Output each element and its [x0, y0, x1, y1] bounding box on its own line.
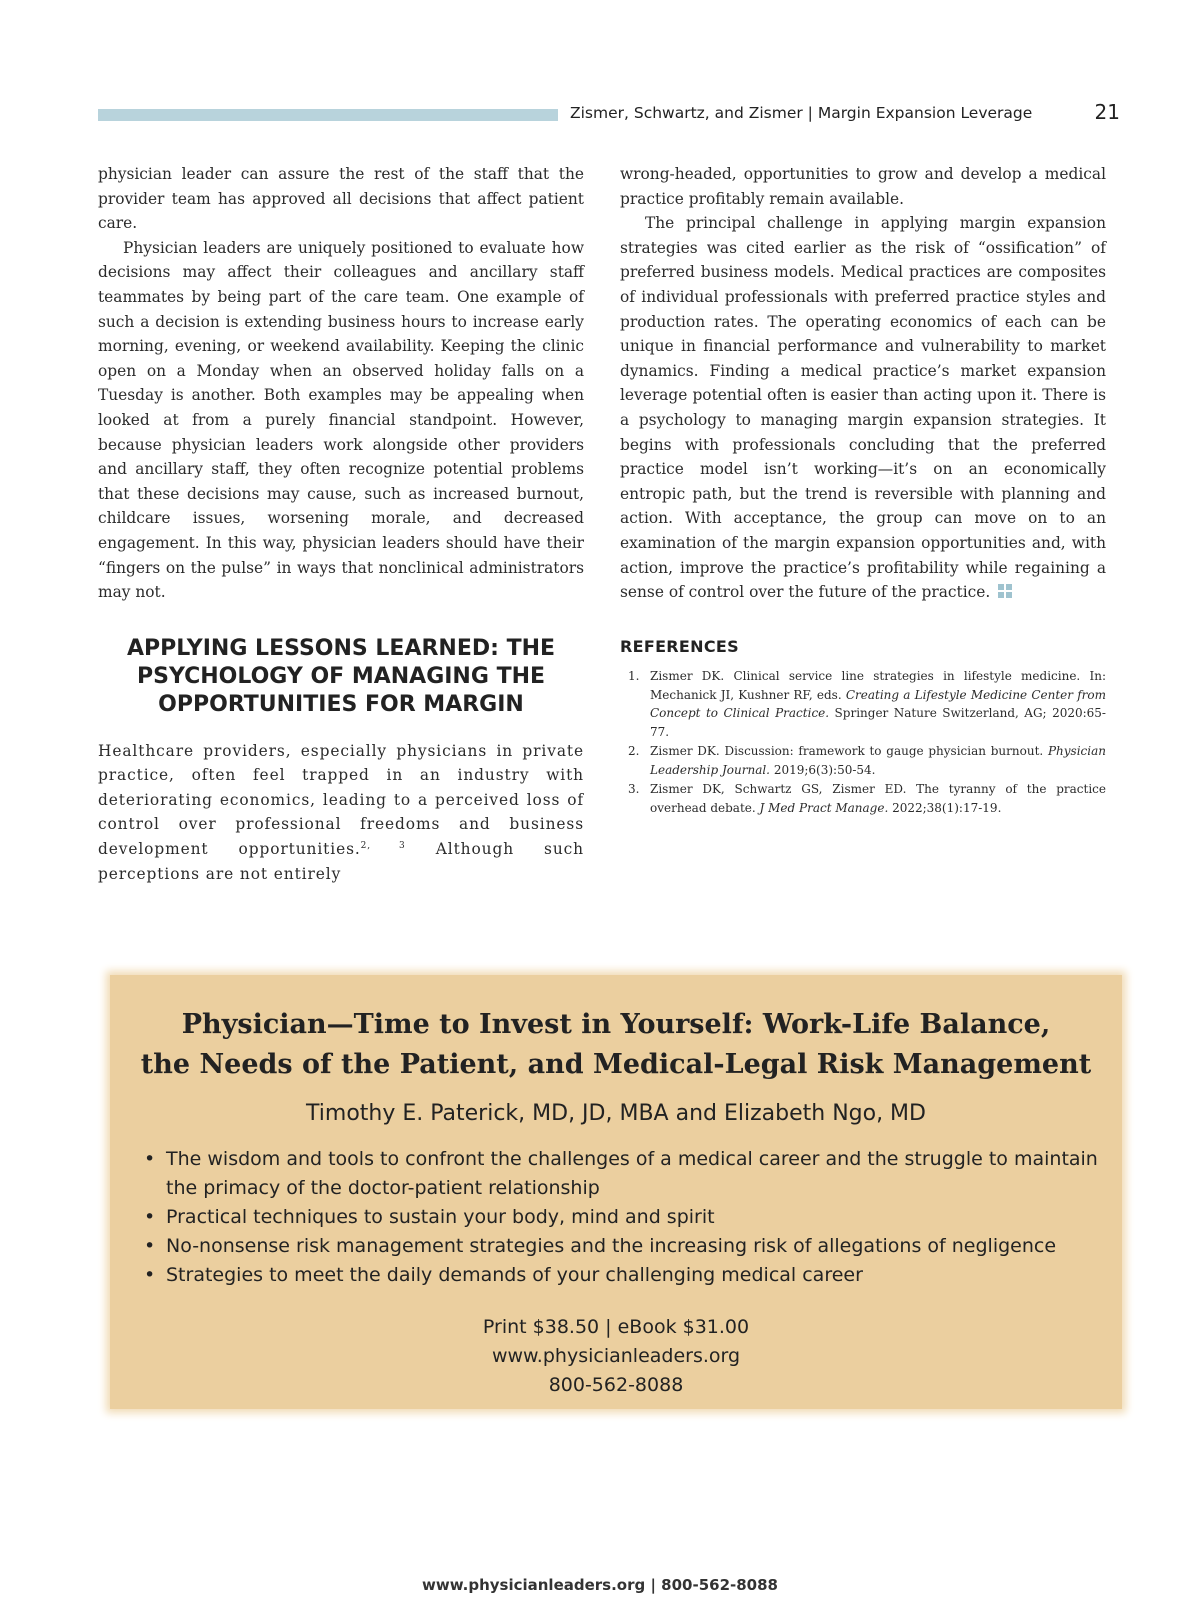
- citation-superscript: 2, 3: [360, 840, 406, 851]
- ad-bullet: [142, 1232, 1102, 1261]
- bullet-icon: •: [144, 1148, 156, 1170]
- ad-bullet-text: Strategies to meet the daily demands of your challenging medical career: [166, 1264, 863, 1286]
- reference-text: Springer Nature Switzerland, AG; 2020:65-77.: [650, 706, 1106, 739]
- ad-bullet-text: Practical techniques to sustain your body, mind and spirit: [166, 1206, 715, 1228]
- section-heading: APPLYING LESSONS LEARNED: THE PSYCHOLOGY OF MANAGING THE OPPORTUNITIES FOR MARGIN: [126, 635, 556, 717]
- ad-phone: 800-562-8088: [548, 1374, 684, 1396]
- bullet-icon: •: [144, 1206, 156, 1228]
- bullet-icon: •: [144, 1235, 156, 1257]
- ad-url-link[interactable]: www.physicianleaders.org: [491, 1345, 741, 1367]
- ad-title: [110, 1005, 1122, 1085]
- reference-title: Creating a Lifestyle Medicine Center from Concept to Clinical Practice.: [650, 687, 1106, 721]
- paragraph-text-tail: Although such perceptions are not entirely: [98, 840, 584, 883]
- paragraph: physician leader can assure the rest of the staff that the provider team has approved all decisions that affect patient care.: [98, 165, 584, 233]
- header-accent-bar: [98, 109, 558, 121]
- ad-price: Print $38.50 | eBook $31.00: [482, 1316, 750, 1338]
- paragraph-text: The principal challenge in applying margin expansion strategies was cited earlier as the risk of “ossification” of preferred business models. Medical practices are composites of individual professionals with preferred practice styles and production rates. The operating economics of each can be unique in financial performance and vulnerability to market dynamics. Finding a medical practice’s market expansion leverage potential often is easier than acting upon it. There is a psychology to managing margin expansion strategies. It begins with professionals concluding that the preferred practice model isn’t working—it’s on an economically entropic path, but the trend is reversible with planning and action. With acceptance, the group can move on to an examination of the margin expansion opportunities and, with action, improve the practice’s profitability while regaining a sense of control over the future of the practice.: [620, 214, 1106, 602]
- references-heading: REFERENCES: [620, 636, 739, 656]
- reference-text: 2022;38(1):17-19.: [888, 800, 1002, 815]
- reference-title: J Med Pract Manage.: [759, 800, 889, 815]
- ad-title-line: the Needs of the Patient, and Medical-Legal Risk Management: [140, 1049, 1092, 1080]
- reference-text: Zismer DK. Discussion: framework to gauge physician burnout.: [650, 744, 1048, 759]
- right-column: [620, 162, 1106, 818]
- paragraph: wrong-headed, opportunities to grow and develop a medical practice profitably remain available.: [620, 165, 1106, 208]
- references-list: [620, 667, 1106, 817]
- ad-bullet: [142, 1261, 1102, 1290]
- reference-text: 2019;6(3):50-54.: [770, 762, 876, 777]
- left-column: [98, 162, 584, 886]
- reference-item: [620, 667, 1106, 741]
- reference-text: Zismer DK, Schwartz GS, Zismer ED. The tyranny of the practice overhead debate.: [650, 782, 1106, 815]
- end-of-article-icon: [998, 584, 1012, 598]
- ad-bullet: [142, 1203, 1102, 1232]
- page-number: 21: [1094, 100, 1120, 124]
- page-footer: www.physicianleaders.org | 800-562-8088: [422, 1576, 778, 1594]
- bullet-icon: •: [144, 1264, 156, 1286]
- paragraph-text: Healthcare providers, especially physicians in private practice, often feel trapped in an industry with deteriorating economics, leading to a perceived loss of control over professional freedoms and business development opportunities.: [98, 741, 584, 859]
- running-head: Zismer, Schwartz, and Zismer | Margin Expansion Leverage: [570, 104, 1033, 122]
- ad-bullet-text: The wisdom and tools to confront the challenges of a medical career and the struggle to maintain the primacy of the doctor-patient relationship: [166, 1148, 1098, 1199]
- reference-number: 1.: [628, 669, 640, 684]
- paragraph: Physician leaders are uniquely positioned to evaluate how decisions may affect their colleagues and ancillary staff teammates by being part of the care team. One example of such a decision is extending business hours to increase early morning, evening, or weekend availability. Keeping the clinic open on a Monday when an observed holiday falls on a Tuesday is another. Both examples may be appealing when looked at from a purely financial standpoint. However, because physician leaders work alongside other providers and ancillary staff, they often recognize potential problems that these decisions may cause, such as increased burnout, childcare issues, worsening morale, and decreased engagement. In this way, physician leaders should have their “fingers on the pulse” in ways that nonclinical administrators may not.: [98, 238, 584, 602]
- reference-text: Zismer DK. Clinical service line strategies in lifestyle medicine. In: Mechanick JI, Kushner RF, eds.: [650, 669, 1106, 702]
- ad-bullet-list: [142, 1145, 1102, 1290]
- paragraph: [620, 211, 1106, 605]
- reference-title: Physician Leadership Journal.: [650, 744, 1106, 777]
- ad-bullet-text: No-nonsense risk management strategies and the increasing risk of allegations of negligence: [166, 1235, 1057, 1257]
- reference-number: 2.: [628, 744, 640, 759]
- ad-title-line: Physician—Time to Invest in Yourself: Work-Life Balance,: [181, 1009, 1051, 1040]
- paragraph: [98, 739, 584, 887]
- book-advertisement: [110, 975, 1122, 1409]
- reference-number: 3.: [628, 782, 640, 797]
- reference-item: [620, 780, 1106, 817]
- reference-item: [620, 742, 1106, 779]
- ad-authors: Timothy E. Paterick, MD, JD, MBA and Elizabeth Ngo, MD: [306, 1101, 926, 1126]
- ad-bullet: [142, 1145, 1102, 1203]
